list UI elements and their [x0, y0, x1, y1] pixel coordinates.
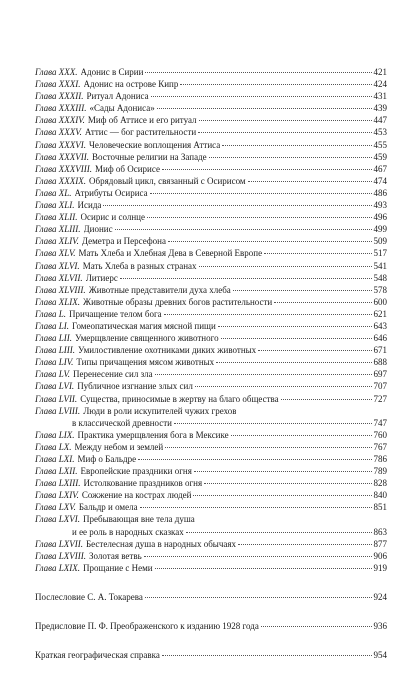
dot-leader: [155, 568, 372, 569]
chapter-label: Глава XLII.: [35, 212, 78, 223]
chapter-page-number: 747: [373, 417, 387, 428]
chapter-label: Глава LX.: [35, 441, 72, 452]
chapter-label: Глава XXXV.: [35, 127, 82, 138]
dot-leader: [233, 290, 372, 291]
toc-entry-chapter[interactable]: [35, 90, 387, 102]
chapter-page-number: 474: [373, 175, 387, 186]
chapter-label: Глава XXXII.: [35, 91, 84, 102]
chapter-label: Глава LXIX.: [35, 562, 81, 573]
chapter-title: Миф об Аттисе и его ритуал: [87, 115, 197, 126]
toc-entry-chapter[interactable]: [35, 308, 387, 320]
chapter-title: Дионис: [83, 224, 113, 235]
chapter-title: Гомеопатическая магия мясной пищи: [72, 320, 216, 331]
chapter-page-number: 447: [373, 115, 387, 126]
chapter-label: Глава LXIII.: [35, 478, 81, 489]
chapter-list: [35, 66, 387, 574]
chapter-label: Глава LIII.: [35, 345, 76, 356]
chapter-page-number: 646: [373, 333, 387, 344]
chapter-page-number: 688: [373, 357, 387, 368]
dot-leader: [151, 96, 372, 97]
chapter-label: Глава XLIII.: [35, 224, 81, 235]
toc-entry-chapter[interactable]: [35, 368, 387, 380]
toc-entry-preface[interactable]: [35, 620, 387, 632]
dot-leader: [147, 217, 372, 218]
toc-entry-chapter[interactable]: [35, 477, 387, 489]
chapter-page-number: 767: [373, 441, 387, 452]
chapter-title: Бестелесная душа в народных обычаях: [86, 538, 237, 549]
dot-leader: [199, 266, 372, 267]
dot-leader: [150, 193, 372, 194]
chapter-label: Глава XXXIX.: [35, 175, 87, 186]
chapter-title: Между небом и землей: [74, 441, 164, 452]
toc-entry-page: 954: [373, 650, 387, 661]
chapter-title: Пребывающая вне тела душа: [83, 514, 195, 525]
chapter-title: Сожжение на кострах людей: [81, 490, 192, 501]
dot-leader: [264, 253, 371, 254]
dot-leader: [144, 556, 372, 557]
dot-leader: [209, 157, 372, 158]
chapter-page-number: 499: [373, 224, 387, 235]
chapter-title: Люди в роли искупителей чужих грехов: [83, 405, 237, 416]
dot-leader: [140, 507, 372, 508]
chapter-label: Глава LXI.: [35, 454, 75, 464]
toc-entry-chapter[interactable]: [35, 465, 387, 477]
dot-leader: [155, 374, 372, 375]
dot-leader: [120, 278, 372, 279]
toc-entry-chapter[interactable]: [35, 272, 387, 284]
table-of-contents: [35, 66, 387, 661]
toc-entry-chapter[interactable]: [35, 441, 387, 453]
chapter-label: Глава LVII.: [35, 393, 78, 404]
toc-entry-chapter[interactable]: [35, 187, 387, 199]
toc-entry-chapter[interactable]: [35, 489, 387, 501]
chapter-title: Золотая ветвь: [89, 550, 142, 561]
chapter-title: Истолкование праздников огня: [83, 478, 203, 489]
chapter-page-number: 877: [373, 538, 387, 549]
chapter-title: Адонис в Сирии: [80, 67, 144, 77]
chapter-title: Ритуал Адониса: [86, 91, 149, 102]
chapter-title: Миф об Осирисе: [95, 163, 160, 174]
dot-leader: [162, 169, 372, 170]
chapter-page-number: 840: [373, 490, 387, 501]
dot-leader: [248, 181, 372, 182]
toc-entry-chapter[interactable]: [35, 538, 387, 550]
toc-entry-chapter[interactable]: [35, 393, 387, 405]
toc-entry-chapter[interactable]: [35, 247, 387, 259]
chapter-page-number: 671: [373, 345, 387, 356]
dot-leader: [261, 626, 372, 627]
toc-entry-chapter[interactable]: [35, 453, 387, 465]
chapter-label: Глава LV.: [35, 369, 71, 380]
chapter-page-number: 760: [373, 429, 387, 440]
chapter-page-number: 828: [373, 478, 387, 489]
chapter-page-number: 548: [373, 272, 387, 283]
toc-entry-chapter[interactable]: [35, 235, 387, 247]
dot-leader: [221, 338, 372, 339]
toc-entry-page: 936: [373, 621, 387, 632]
toc-entry-afterword[interactable]: [35, 591, 387, 603]
chapter-title: «Сады Адониса»: [89, 103, 155, 114]
toc-entry-chapter[interactable]: [35, 320, 387, 332]
chapter-title: Публичное изгнание злых сил: [77, 381, 193, 392]
toc-entry-chapter[interactable]: [35, 332, 387, 344]
chapter-title: Животные представители духа хлеба: [88, 284, 231, 295]
toc-entry-title: Послесловие С. А. Токарева: [35, 591, 143, 602]
chapter-label: Глава LXV.: [35, 502, 76, 513]
dot-leader: [115, 229, 372, 230]
chapter-title: Обрядовый цикл, связанный с Осирисом: [89, 175, 246, 186]
dot-leader: [195, 386, 372, 387]
toc-entry-page: 924: [373, 591, 387, 602]
toc-entry-chapter[interactable]: [35, 78, 387, 90]
dot-leader: [174, 423, 372, 424]
toc-entry-chapter[interactable]: [35, 550, 387, 562]
dot-leader: [168, 241, 372, 242]
chapter-page-number: 453: [373, 127, 387, 138]
toc-entry-chapter[interactable]: [35, 114, 387, 126]
chapter-page-number: 541: [373, 260, 387, 271]
toc-entry-chapter[interactable]: [35, 405, 387, 417]
dot-leader: [204, 483, 371, 484]
chapter-page-number: 919: [373, 562, 387, 573]
chapter-label: Глава LI.: [35, 320, 70, 331]
toc-entry-title: Предисловие П. Ф. Преображенского к изданию 1928 года: [35, 621, 259, 632]
chapter-label: Глава XXXIII.: [35, 103, 87, 114]
dot-leader: [162, 655, 372, 656]
toc-entry-continuation[interactable]: [35, 526, 387, 538]
section-gap: [35, 632, 387, 649]
chapter-page-number: 509: [373, 236, 387, 247]
chapter-page-number: 643: [373, 320, 387, 331]
chapter-label: Глава XXXVI.: [35, 139, 87, 150]
chapter-title: Умерщвление священного животного: [75, 333, 219, 344]
chapter-label: Глава LXVII.: [35, 538, 84, 549]
toc-entry-title: Краткая географическая справка: [35, 650, 160, 661]
chapter-label: Глава LXII.: [35, 466, 78, 477]
chapter-title: Деметра и Персефона: [81, 236, 166, 247]
section-gap: [35, 574, 387, 591]
toc-entry-geography[interactable]: [35, 649, 387, 661]
chapter-page-number: 486: [373, 187, 387, 198]
chapter-label: Глава L.: [35, 308, 67, 319]
dot-leader: [164, 314, 372, 315]
chapter-label: Глава XXXVII.: [35, 151, 90, 162]
chapter-title: Существа, приносимые в жертву на благо общества: [80, 393, 279, 404]
chapter-page-number: 789: [373, 466, 387, 477]
dot-leader: [258, 350, 371, 351]
chapter-label: Глава XXX.: [35, 67, 78, 77]
toc-entry-chapter[interactable]: [35, 513, 387, 525]
chapter-label: Глава XLVI.: [35, 260, 80, 271]
toc-entry-chapter[interactable]: [35, 562, 387, 574]
chapter-page-number: 621: [373, 308, 387, 319]
chapter-label: Глава LIV.: [35, 357, 74, 368]
chapter-title: Осирис и солнце: [80, 212, 145, 223]
chapter-label: Глава XLV.: [35, 248, 76, 259]
chapter-title: Исида: [77, 200, 102, 211]
chapter-page-number: 863: [373, 526, 387, 537]
chapter-title: Бальдр и омела: [78, 502, 138, 513]
chapter-label: Глава LIX.: [35, 429, 75, 440]
chapter-title: Мать Хлеба и Хлебная Дева в Северной Европе: [78, 248, 263, 259]
dot-leader: [157, 108, 372, 109]
chapter-page-number: 786: [373, 454, 387, 464]
dot-leader: [281, 399, 372, 400]
chapter-title: Причащение телом бога: [69, 308, 162, 319]
chapter-label: Глава LXVI.: [35, 514, 81, 525]
dot-leader: [222, 145, 371, 146]
toc-entry-chapter[interactable]: [35, 151, 387, 163]
chapter-page-number: 578: [373, 284, 387, 295]
dot-leader: [274, 302, 371, 303]
chapter-title: Умилостивление охотниками диких животных: [78, 345, 257, 356]
chapter-label: Глава XLIV.: [35, 236, 79, 247]
dot-leader: [198, 132, 371, 133]
section-gap: [35, 603, 387, 620]
dot-leader: [138, 459, 371, 460]
dot-leader: [103, 205, 371, 206]
chapter-page-number: 455: [373, 139, 387, 150]
dot-leader: [216, 362, 371, 363]
chapter-title: Практика умерщвления бога в Мексике: [77, 429, 229, 440]
chapter-label: Глава XLI.: [35, 200, 75, 211]
chapter-page-number: 707: [373, 381, 387, 392]
chapter-label: Глава XLVII.: [35, 272, 83, 283]
toc-entry-chapter[interactable]: [35, 429, 387, 441]
toc-entry-chapter[interactable]: [35, 66, 387, 78]
toc-entry-chapter[interactable]: [35, 211, 387, 223]
chapter-title: Животные образы древних богов растительности: [83, 296, 273, 307]
toc-entry-chapter[interactable]: [35, 380, 387, 392]
chapter-label: Глава LVIII.: [35, 405, 81, 416]
dot-leader: [199, 120, 372, 121]
chapter-title: Литиерс: [85, 272, 118, 283]
chapter-title: Человеческие воплощения Аттиса: [89, 139, 221, 150]
toc-entry-continuation[interactable]: [35, 417, 387, 429]
chapter-page-number: 424: [373, 79, 387, 90]
toc-entry-chapter[interactable]: [35, 175, 387, 187]
toc-entry-chapter[interactable]: [35, 296, 387, 308]
dot-leader: [145, 597, 372, 598]
dot-leader: [145, 72, 371, 73]
chapter-label: Глава XXXI.: [35, 79, 81, 90]
dot-leader: [193, 495, 371, 496]
chapter-page-number: 439: [373, 103, 387, 114]
chapter-label: Глава LVI.: [35, 381, 75, 392]
chapter-label: Глава XXXVIII.: [35, 163, 93, 174]
chapter-page-number: 906: [373, 550, 387, 561]
dot-leader: [194, 471, 372, 472]
chapter-label: Глава XLIX.: [35, 296, 81, 307]
chapter-title: Адонис на острове Кипр: [83, 79, 179, 90]
chapter-page-number: 727: [373, 393, 387, 404]
chapter-page-number: 431: [373, 91, 387, 102]
toc-entry-chapter[interactable]: [35, 284, 387, 296]
dot-leader: [180, 84, 371, 85]
chapter-title: Мать Хлеба в разных странах: [82, 260, 197, 271]
chapter-page-number: 467: [373, 163, 387, 174]
toc-entry-chapter[interactable]: [35, 344, 387, 356]
toc-entry-chapter[interactable]: [35, 260, 387, 272]
chapter-label: Глава XXXIV.: [35, 115, 85, 126]
dot-leader: [238, 544, 371, 545]
toc-entry-chapter[interactable]: [35, 102, 387, 114]
chapter-label: Глава XLVIII.: [35, 284, 86, 295]
toc-entry-chapter[interactable]: [35, 139, 387, 151]
chapter-label: Глава LXIV.: [35, 490, 79, 501]
chapter-page-number: 851: [373, 502, 387, 513]
chapter-title: Прощание с Неми: [83, 562, 153, 573]
chapter-page-number: 493: [373, 200, 387, 211]
chapter-label: Глава XL.: [35, 187, 72, 198]
chapter-title: Восточные религии на Западе: [92, 151, 207, 162]
dot-leader: [186, 532, 372, 533]
chapter-page-number: 600: [373, 296, 387, 307]
toc-entry-chapter[interactable]: [35, 126, 387, 138]
toc-entry-chapter[interactable]: [35, 163, 387, 175]
dot-leader: [165, 447, 371, 448]
chapter-title: Европейские праздники огня: [80, 466, 192, 477]
chapter-title: Перенесение сил зла: [73, 369, 153, 380]
toc-entry-chapter[interactable]: [35, 356, 387, 368]
toc-entry-chapter[interactable]: [35, 199, 387, 211]
chapter-page-number: 496: [373, 212, 387, 223]
toc-entry-chapter[interactable]: [35, 501, 387, 513]
chapter-label: Глава LII.: [35, 333, 73, 344]
chapter-page-number: 517: [373, 248, 387, 259]
chapter-title: Типы причащения мясом животных: [76, 357, 215, 368]
chapter-title: Атрибуты Осириса: [74, 187, 148, 198]
chapter-page-number: 421: [373, 67, 387, 77]
chapter-page-number: 697: [373, 369, 387, 380]
chapter-title: Миф о Бальдре: [77, 454, 137, 464]
toc-entry-chapter[interactable]: [35, 223, 387, 235]
chapter-title: и ее роль в народных сказках: [72, 526, 184, 537]
dot-leader: [231, 435, 372, 436]
chapter-page-number: 459: [373, 151, 387, 162]
chapter-title: Аттис — бог растительности: [84, 127, 197, 138]
chapter-label: Глава LXVIII.: [35, 550, 87, 561]
chapter-title: в классической древности: [72, 417, 172, 428]
dot-leader: [218, 326, 372, 327]
